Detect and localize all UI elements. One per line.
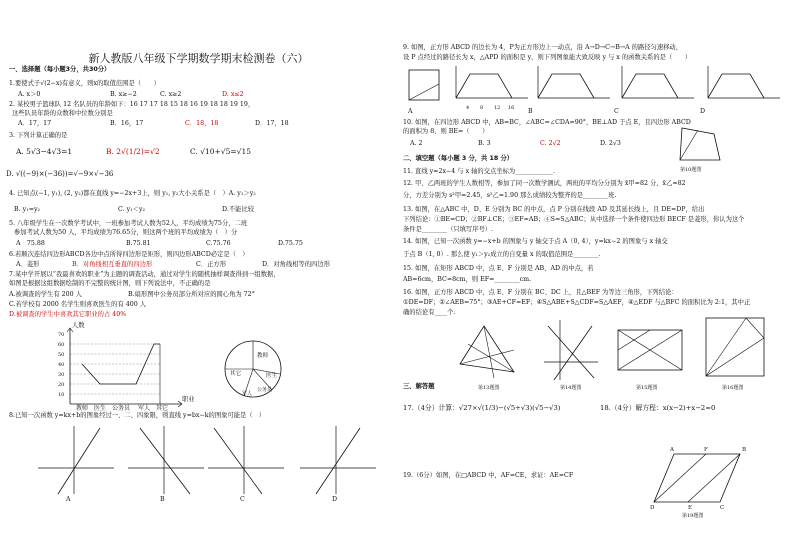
q3-option-c: C. √10+√5=√15 bbox=[190, 147, 252, 156]
q1-option-d: D. x≤2 bbox=[222, 91, 244, 98]
q7-option-b: B.扇形图中公务员部分所对应的圆心角为 72° bbox=[128, 291, 255, 298]
q10-figure-caption: 第10题图 bbox=[680, 167, 702, 173]
q9-label-a: A bbox=[408, 108, 413, 115]
q14-figure bbox=[540, 318, 600, 382]
pie-label-official: 公务员 bbox=[257, 387, 273, 393]
section-3-heading: 三、解答题 bbox=[403, 383, 435, 390]
q9-graph-c bbox=[618, 64, 696, 104]
q1-option-a: A. x＞0 bbox=[18, 91, 41, 98]
q3-option-a: A. 5√3−4√3=1 bbox=[16, 147, 73, 156]
fig15-caption: 第15题图 bbox=[636, 385, 658, 391]
q4-option-b: B. y₁=y₂ bbox=[14, 206, 41, 213]
q13-figure bbox=[454, 320, 530, 380]
pie-label-other: 其它 bbox=[230, 371, 242, 377]
q19-parallelogram-figure bbox=[650, 448, 746, 508]
q10-text: 10. 如图，在四边形 ABCD 中，AB=BC，∠ABC=∠CDA=90°，BE⊥AD 于点 E，且四边形 ABCD bbox=[403, 119, 691, 126]
fig19-caption: 第19题图 bbox=[682, 513, 704, 519]
q10-figure bbox=[676, 124, 726, 166]
q10-option-a: A. 2 bbox=[410, 140, 423, 147]
q8-graph-c bbox=[206, 424, 286, 496]
q5-option-b: B.75.81 bbox=[126, 240, 151, 247]
q1-option-c: C. x≥2 bbox=[160, 91, 182, 98]
q2-option-b: B．16，17 bbox=[110, 120, 144, 127]
q5-option-d: D.75.75 bbox=[278, 240, 303, 247]
q11-text: 11. 直线 y=2x−4 与 x 轴的交点坐标为____________. bbox=[403, 168, 555, 175]
q16-text-2: ①DE=DF；②∠AEB=75°；③AE+CF=EF；④S△ABE+S△CDF=S△AEF，④△EDF 与△BFC 的面积比为 2:1，其中正 bbox=[403, 299, 751, 306]
fig19-label-d: D bbox=[650, 505, 655, 511]
chart-ytick: 20 bbox=[58, 382, 65, 388]
fig19-label-a: A bbox=[670, 447, 674, 453]
q16-figure bbox=[702, 314, 770, 382]
q5-option-a: A 75.88 bbox=[16, 240, 45, 247]
chart-cat-teacher: 教师 bbox=[76, 405, 89, 412]
q9-tick: 16 bbox=[508, 105, 515, 111]
chart-ylabel: 人数 bbox=[72, 322, 85, 329]
q7-option-c: C.若学校有 2000 名学生则喜欢医生的有 400 人 bbox=[9, 301, 147, 308]
q5-text-2: 参加考试人数为50 人，平均成绩为76.65分，则这两个班的平均成绩为（ ）分 bbox=[14, 229, 238, 236]
q8-graph-a bbox=[36, 424, 116, 496]
q8-label-b: B bbox=[160, 496, 165, 503]
chart-xlabel: 职业 bbox=[182, 396, 195, 403]
q9-tick: 4 bbox=[466, 105, 470, 111]
chart-cat-soldier: 军人 bbox=[138, 405, 151, 412]
q10-option-b: B. 3 bbox=[478, 140, 491, 147]
chart-ytick: 60 bbox=[58, 342, 65, 348]
q13-text-2: 下列结论：①BE=CD；②BF⊥CE；③EF=AB；④S=S△ABC；从中选择一个条件使四边形 BECF 是菱形，你认为这个 bbox=[403, 216, 745, 223]
q15-text-2: AB=6cm，BC=8cm，则 EF=________cm. bbox=[403, 276, 532, 283]
q8-text: 8.已知一次函数 y=kx+b的图象经过一、二、四象限，则直线 y=bx−k的图象可能是（ ） bbox=[9, 412, 266, 419]
q9-text-2: 设 P 点经过的路径长为 x，△APD 的面积是 y，则下列图象能大致反映 y 与 x 的函数关系的是（ ） bbox=[403, 54, 692, 61]
fig19-label-c: C bbox=[720, 505, 725, 511]
q14-text: 14. 如图，已知一次函数 y=−x+b 的图象与 y 轴交于点 A（0, 4），y=kx−2 的图象与 x 轴交 bbox=[403, 238, 668, 245]
q1-option-b: B. x≥−2 bbox=[110, 91, 137, 98]
chart-ytick: 30 bbox=[58, 372, 65, 378]
fig19-label-e: E bbox=[688, 505, 693, 511]
chart-cat-official: 公务员 bbox=[112, 405, 131, 412]
q6-option-a: A．菱形 bbox=[16, 261, 40, 268]
q6-option-b: B．对角线相互垂直的四边形 bbox=[72, 261, 153, 268]
q7-pie-chart bbox=[222, 338, 284, 400]
q6-text: 6.若顺次连结四边形ABCD各边中点所得四边形是矩形，则四边形ABCD必定是（ ） bbox=[9, 251, 249, 258]
q4-option-c: C. y₁＜y₂ bbox=[118, 206, 146, 213]
q10-text-2: 的面积为 8，则 BE=（ ） bbox=[403, 128, 489, 135]
q15-figure bbox=[614, 326, 686, 376]
q2-option-c: C．18，18 bbox=[185, 120, 219, 127]
q9-graph-d bbox=[704, 64, 782, 104]
q7-text-2: 如图是根据这组数据绘制的不完整的统计图，则下列说法中，不正确的是 bbox=[9, 280, 211, 287]
q9-label-b: B bbox=[528, 108, 533, 115]
q9-graph-b bbox=[534, 64, 612, 104]
fig14-caption: 第14题图 bbox=[560, 385, 582, 391]
q1-text: 1.要使式子√(2−x)有意义，则x的取值范围是（ ） bbox=[9, 80, 160, 87]
q13-text: 13. 如图，在△ABC 中，D、E 分别为 BC 的中点，点 P 分别在线段 AD 及其延长线上，且 DE=DP，给出 bbox=[403, 206, 705, 213]
fig19-label-b: B bbox=[742, 447, 747, 453]
q6-option-c: C．正方形 bbox=[196, 261, 227, 268]
q16-text-3: 确的结论有____个. bbox=[403, 309, 456, 316]
q7-line-chart bbox=[50, 322, 190, 412]
q4-text: 4. 已知点(−1, y₁), (2, y₂)都在直线 y=−2x+3上，则 y₁, y₂大小关系是（ ）A. y₁＞y₂ bbox=[9, 190, 256, 197]
q13-text-3: 条件是________（只填写序号）. bbox=[403, 226, 494, 233]
chart-ytick: 10 bbox=[58, 392, 65, 398]
q2-text-2: 这些队员年龄的众数和中位数分别是 bbox=[12, 110, 113, 117]
pie-label-soldier: 军人 bbox=[242, 391, 253, 397]
chart-ytick: 50 bbox=[58, 352, 65, 358]
pie-label-teacher: 教师 bbox=[257, 353, 269, 359]
chart-ytick: 40 bbox=[58, 362, 65, 368]
q5-option-c: C.75.76 bbox=[206, 240, 231, 247]
q7-option-a: A.被调查的学生有 200 人 bbox=[9, 291, 82, 298]
fig13-caption: 第13题图 bbox=[478, 385, 500, 391]
q17-text: 17.（4分）计算：√27×√(1/3)−(√5+√3)(√5−√3) bbox=[403, 404, 561, 412]
q8-graph-b bbox=[126, 424, 206, 496]
q10-option-d: D. 2√3 bbox=[600, 140, 621, 147]
q12-text-2: 分，方差分别为 s²甲=2.45，s²乙=1.90 那么成绩较为整齐的是________班. bbox=[403, 192, 617, 199]
section-1-heading: 一、选择题（每小题3分，共30分） bbox=[9, 66, 111, 73]
q9-tick: 8 bbox=[480, 105, 484, 111]
q19-text: 19.（6分）如图，在□ABCD 中，AF=CE，求证：AE=CF bbox=[403, 472, 574, 479]
q9-label-c: C bbox=[614, 108, 619, 115]
q8-label-d: D bbox=[332, 496, 338, 503]
q18-text: 18.（4分）解方程：x(x−2)+x−2=0 bbox=[600, 404, 716, 412]
q15-text: 15. 如图，在矩形 ABCD 中，点 E、F 分别是 AB、AD 的中点，若 bbox=[403, 265, 594, 272]
q8-label-c: C bbox=[240, 496, 245, 503]
q9-text: 9. 如图，正方形 ABCD 的边长为 4，P为正方形边上一动点，沿 A→D→C→B→A 的路径匀速移动， bbox=[403, 44, 683, 51]
q2-option-d: D．17，18 bbox=[255, 120, 289, 127]
q12-text: 12. 甲、乙两班的学生人数相等，参加了同一次数学测试，两班的平均分分别为 x̄甲=82 分，x̄乙=82 bbox=[403, 180, 686, 187]
q3-text: 3. 下列计算正确的是 bbox=[9, 132, 68, 139]
q14-text-2: 于点 B（1, 0）. 那么使 y₁＞y₂成立的自变量 x 的取值范围是________. bbox=[403, 251, 601, 258]
fig19-label-f: F bbox=[704, 447, 708, 453]
q7-text: 7.某中学开展以“我最喜欢的职业”为主题的调查活动，通过对学生的随机抽样调查得到一组数据， bbox=[9, 271, 280, 278]
q9-graph-a bbox=[452, 64, 530, 104]
q16-text: 16. 如图，正方形 ABCD 中，点 E、F 分别在 BC、DC 上，且△BEF 为等边三角形，下列结论： bbox=[403, 289, 678, 296]
q9-label-d: D bbox=[700, 108, 706, 115]
q9-square-figure bbox=[405, 66, 443, 106]
q3-option-d: D. √((−9)×(−36))=√−9×√−36 bbox=[6, 170, 114, 178]
q9-tick: 12 bbox=[494, 105, 501, 111]
page-title: 新人教版八年级下学期数学期末检测卷（六） bbox=[88, 52, 309, 65]
chart-cat-doctor: 医生 bbox=[94, 405, 107, 412]
q3-option-b: B. 2√(1/2)=√2 bbox=[106, 147, 160, 156]
q2-option-a: A．17，17 bbox=[18, 120, 52, 127]
q8-label-a: A bbox=[66, 496, 71, 503]
q7-option-d: D.被调查的学生中喜欢其它职业的占 40% bbox=[9, 311, 127, 318]
q5-text: 5. 八年级学生在一次数学考试中，一班参加考试人数为52人，平均成绩为75分，二班 bbox=[9, 220, 248, 227]
pie-label-doctor: 医生 bbox=[266, 373, 278, 379]
q4-option-d: D.不能比较 bbox=[222, 206, 255, 213]
chart-cat-other: 其它 bbox=[156, 405, 169, 412]
section-2-heading: 二、填空题（每小题 3 分，共 18 分） bbox=[403, 155, 514, 162]
q6-option-d: D．对角线相等的四边形 bbox=[262, 261, 331, 268]
q10-option-c: C. 2√2 bbox=[540, 140, 561, 147]
chart-ytick: 70 bbox=[58, 332, 65, 338]
fig16-caption: 第16题图 bbox=[722, 385, 744, 391]
q2-text: 2. 某校男子篮球队 12 名队员的年龄如下：16 17 17 18 15 18 16 19 18 18 19 19， bbox=[9, 101, 255, 108]
q8-graph-d bbox=[298, 424, 378, 496]
